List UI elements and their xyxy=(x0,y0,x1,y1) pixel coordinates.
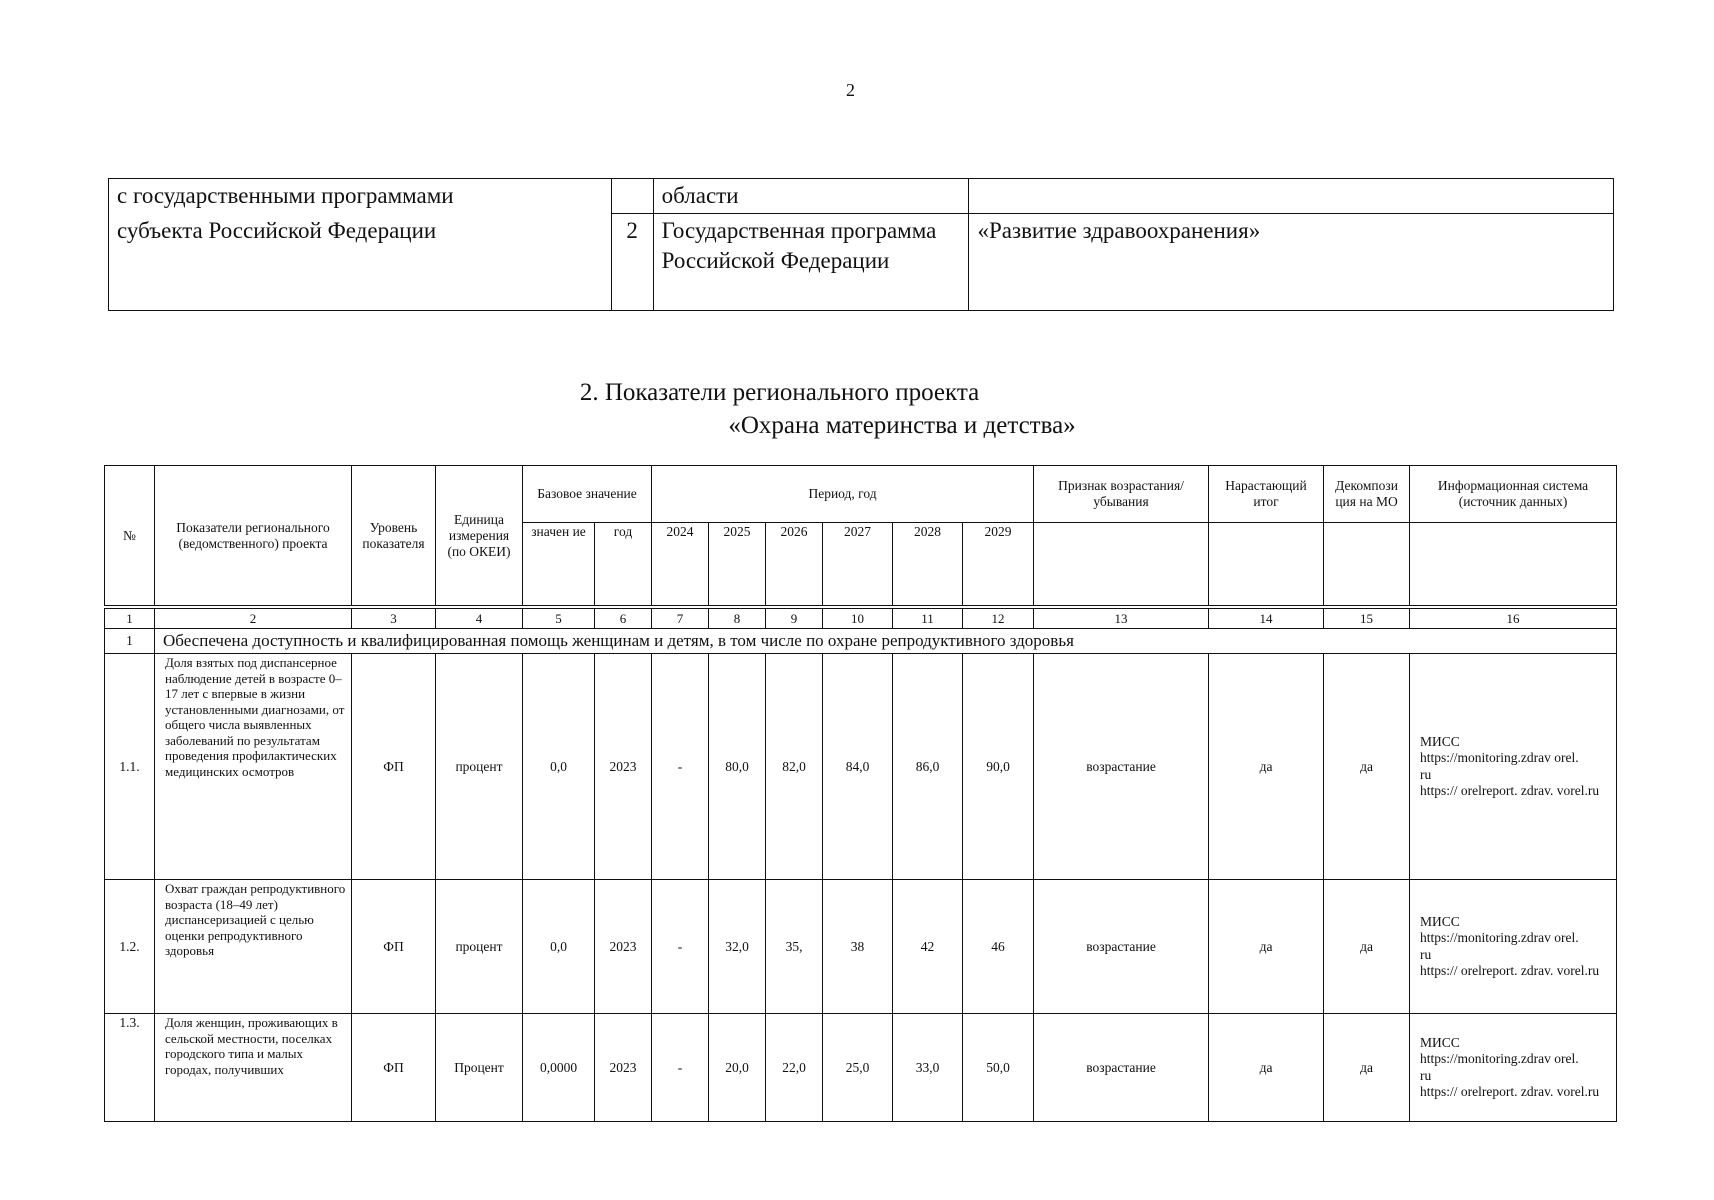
indicator-unit: Процент xyxy=(436,1014,523,1122)
value-2024: - xyxy=(652,654,709,880)
col-index: 3 xyxy=(352,609,436,629)
header-period: Период, год xyxy=(652,466,1034,523)
base-value: 0,0 xyxy=(523,880,595,1014)
cumulative: да xyxy=(1209,1014,1324,1122)
header-year-2027: 2027 xyxy=(823,523,893,606)
decomposition: да xyxy=(1324,1014,1410,1122)
header-year-2025: 2025 xyxy=(709,523,766,606)
source-system: МИСС xyxy=(1420,1034,1460,1050)
value-2026: 22,0 xyxy=(766,1014,823,1122)
header-cumulative-empty xyxy=(1209,523,1324,606)
value-2027: 84,0 xyxy=(823,654,893,880)
indicator-unit: процент xyxy=(436,654,523,880)
source-system: МИСС xyxy=(1420,913,1460,929)
col-index: 11 xyxy=(893,609,963,629)
col-index: 5 xyxy=(523,609,595,629)
source-system: МИСС xyxy=(1420,733,1460,749)
base-year: 2023 xyxy=(595,654,652,880)
decomposition: да xyxy=(1324,880,1410,1014)
program-name: «Развитие здравоохранения» xyxy=(969,214,1614,311)
data-source xyxy=(1410,1014,1617,1122)
goal-num: 1 xyxy=(105,629,155,654)
col-index: 12 xyxy=(963,609,1034,629)
data-source xyxy=(1410,654,1617,880)
program-type-region: области xyxy=(653,179,969,214)
value-2024: - xyxy=(652,1014,709,1122)
program-name-empty xyxy=(969,179,1614,214)
col-index: 13 xyxy=(1034,609,1209,629)
header-source-empty xyxy=(1410,523,1617,606)
header-row-top xyxy=(105,466,1617,523)
table-row xyxy=(105,654,1617,880)
base-year: 2023 xyxy=(595,1014,652,1122)
value-2028: 33,0 xyxy=(893,1014,963,1122)
row-num: 1.3. xyxy=(105,1014,155,1122)
table-row xyxy=(105,880,1617,1014)
trend-sign: возрастание xyxy=(1034,880,1209,1014)
program-row-1 xyxy=(109,179,1614,214)
indicator-level: ФП xyxy=(352,880,436,1014)
section-title xyxy=(0,376,1714,442)
value-2029: 46 xyxy=(963,880,1034,1014)
indicator-name: Охват граждан репродуктивного возраста (18–49 лет) диспансеризацией с целью оценки репродуктивного здоровья xyxy=(155,880,352,1014)
base-value: 0,0000 xyxy=(523,1014,595,1122)
link-label-line1: с государственными программами xyxy=(109,179,612,214)
indicator-unit: процент xyxy=(436,880,523,1014)
value-2025: 20,0 xyxy=(709,1014,766,1122)
cumulative: да xyxy=(1209,880,1324,1014)
value-2026: 82,0 xyxy=(766,654,823,880)
header-num: № xyxy=(105,466,155,606)
section-title-line1: 2. Показатели регионального проекта xyxy=(579,379,980,406)
header-year-2029: 2029 xyxy=(963,523,1034,606)
value-2029: 50,0 xyxy=(963,1014,1034,1122)
header-base-value: значен ие xyxy=(523,523,595,606)
cumulative: да xyxy=(1209,654,1324,880)
col-index: 4 xyxy=(436,609,523,629)
value-2028: 86,0 xyxy=(893,654,963,880)
col-index: 8 xyxy=(709,609,766,629)
header-base: Базовое значение xyxy=(523,466,652,523)
header-cumulative: Нарастающий итог xyxy=(1209,466,1324,523)
base-year: 2023 xyxy=(595,880,652,1014)
header-level: Уровень показателя xyxy=(352,466,436,606)
header-decomp: Декомпози ция на МО xyxy=(1324,466,1410,523)
value-2027: 25,0 xyxy=(823,1014,893,1122)
value-2025: 32,0 xyxy=(709,880,766,1014)
program-link-table xyxy=(108,178,1614,311)
col-index: 16 xyxy=(1410,609,1617,629)
link-label-line2: субъекта Российской Федерации xyxy=(109,214,612,311)
col-index: 7 xyxy=(652,609,709,629)
trend-sign: возрастание xyxy=(1034,1014,1209,1122)
indicator-level: ФП xyxy=(352,654,436,880)
value-2027: 38 xyxy=(823,880,893,1014)
program-number: 2 xyxy=(611,214,653,311)
col-index: 9 xyxy=(766,609,823,629)
source-link-2: https:// orelreport. zdrav. vorel.ru xyxy=(1420,963,1600,978)
value-2028: 42 xyxy=(893,880,963,1014)
data-source xyxy=(1410,880,1617,1014)
header-source: Информационная система (источник данных) xyxy=(1410,466,1617,523)
page-number: 2 xyxy=(846,80,855,100)
source-link: https://monitoring.zdrav orel. xyxy=(1420,750,1579,765)
col-index: 1 xyxy=(105,609,155,629)
source-link-2: https:// orelreport. zdrav. vorel.ru xyxy=(1420,783,1600,798)
trend-sign: возрастание xyxy=(1034,654,1209,880)
header-name: Показатели регионального (ведомственного) проекта xyxy=(155,466,352,606)
header-unit: Единица измерения (по ОКЕИ) xyxy=(436,466,523,606)
decomposition: да xyxy=(1324,654,1410,880)
indicator-name: Доля взятых под диспансерное наблюдение детей в возрасте 0–17 лет с впервые в жизни установленными диагнозами, от общего числа выявленных заболеваний по результатам проведения профилактических медицинских осмотров xyxy=(155,654,352,880)
column-number-row xyxy=(105,609,1617,629)
indicators-table xyxy=(104,465,1617,1122)
source-link-tail: ru xyxy=(1420,1067,1432,1083)
program-row-2 xyxy=(109,214,1614,311)
value-2024: - xyxy=(652,880,709,1014)
source-link-tail: ru xyxy=(1420,946,1432,962)
header-sign: Признак возрастания/убывания xyxy=(1034,466,1209,523)
header-base-year: год xyxy=(595,523,652,606)
goal-row xyxy=(105,629,1617,654)
table-row xyxy=(105,1014,1617,1122)
section-title-line2: «Охрана материнства и детства» xyxy=(728,412,1076,439)
source-link: https://monitoring.zdrav orel. xyxy=(1420,930,1579,945)
col-index: 10 xyxy=(823,609,893,629)
col-index: 6 xyxy=(595,609,652,629)
indicator-name: Доля женщин, проживающих в сельской местности, поселках городского типа и малых городах, получивших xyxy=(155,1014,352,1122)
indicator-level: ФП xyxy=(352,1014,436,1122)
value-2029: 90,0 xyxy=(963,654,1034,880)
source-link: https://monitoring.zdrav orel. xyxy=(1420,1051,1579,1066)
value-2025: 80,0 xyxy=(709,654,766,880)
col-index: 2 xyxy=(155,609,352,629)
header-year-2024: 2024 xyxy=(652,523,709,606)
header-year-2028: 2028 xyxy=(893,523,963,606)
row-num: 1.1. xyxy=(105,654,155,880)
value-2026: 35, xyxy=(766,880,823,1014)
source-link-2: https:// orelreport. zdrav. vorel.ru xyxy=(1420,1084,1600,1099)
col-index: 15 xyxy=(1324,609,1410,629)
program-number-empty xyxy=(611,179,653,214)
col-index: 14 xyxy=(1209,609,1324,629)
program-type-federal: Государственная программа Российской Федерации xyxy=(653,214,969,311)
row-num: 1.2. xyxy=(105,880,155,1014)
base-value: 0,0 xyxy=(523,654,595,880)
goal-text: Обеспечена доступность и квалифицированная помощь женщинам и детям, в том числе по охране репродуктивного здоровья xyxy=(155,629,1617,654)
header-sign-empty xyxy=(1034,523,1209,606)
header-decomp-empty xyxy=(1324,523,1410,606)
source-link-tail: ru xyxy=(1420,766,1432,782)
header-year-2026: 2026 xyxy=(766,523,823,606)
